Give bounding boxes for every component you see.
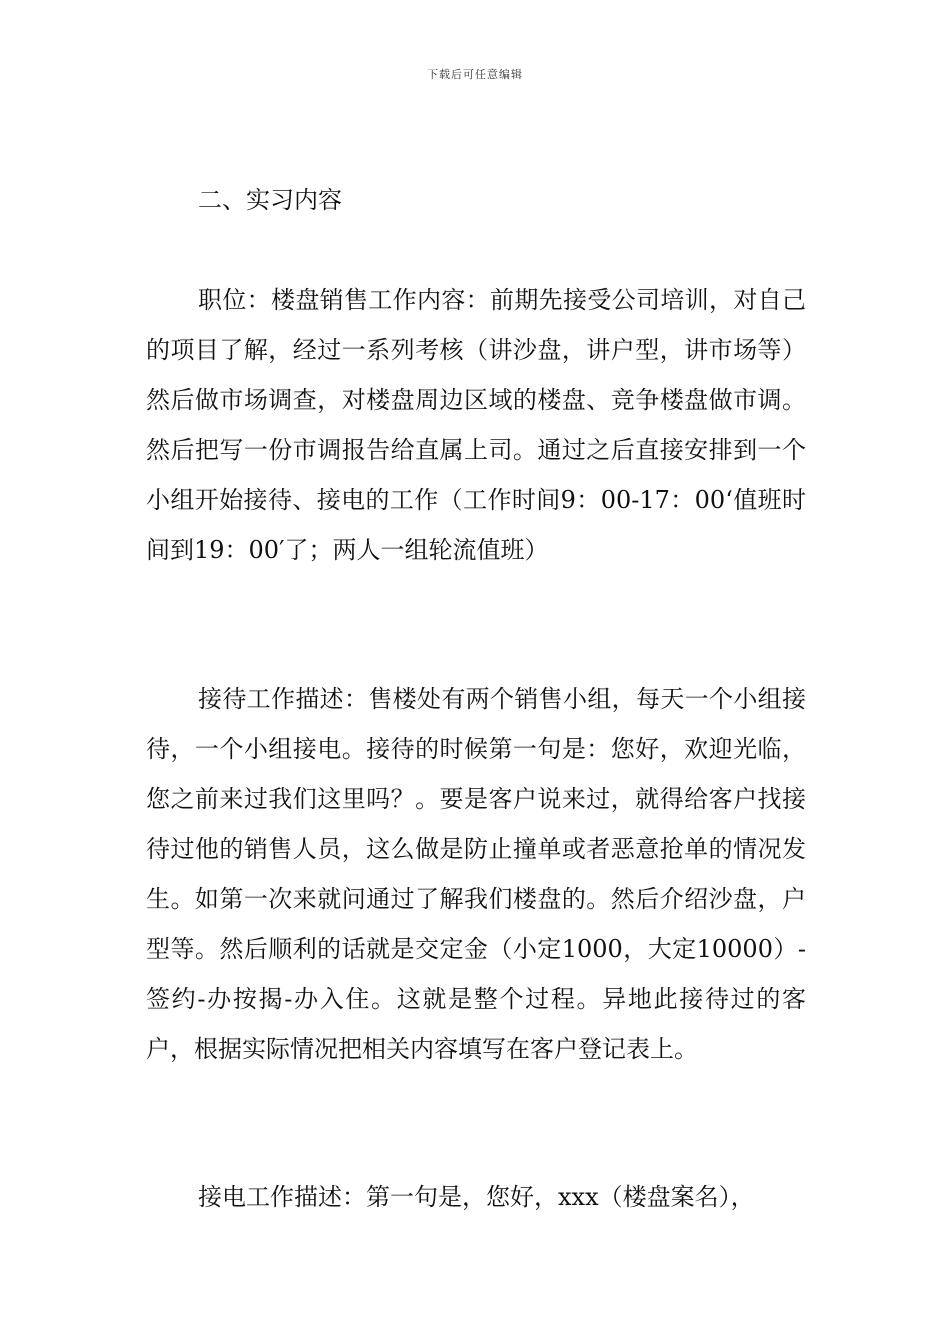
section-title: 二、实习内容 — [198, 186, 342, 214]
paragraph-position: 职位：楼盘销售工作内容：前期先接受公司培训，对自己的项目了解，经过一系列考核（讲沙盘，讲户型，讲市场等）然后做市场调查，对楼盘周边区域的楼盘、竞争楼盘做市调。然后把写一份市调报告给直属上司。通过之后直接安排到一个小组开始接待、接电的工作（工作时间9：00-17：00‘值班时间到19：00′了；两人一组轮流值班） — [146, 286, 806, 564]
header-note: 下载后可任意编辑 — [427, 68, 523, 81]
paragraph-reception: 接待工作描述：售楼处有两个销售小组，每天一个小组接待，一个小组接电。接待的时候第一句是：您好，欢迎光临，您之前来过我们这里吗？。要是客户说来过，就得给客户找接待过他的销售人员，这么做是防止撞单或者恶意抢单的情况发生。如第一次来就问通过了解我们楼盘的。然后介绍沙盘，户型等。然后顺利的话就是交定金（小定1000，大定10000）-签约-办按揭-办入住。这就是整个过程。异地此接待过的客户，根据实际情况把相关内容填写在客户登记表上。 — [146, 685, 806, 1063]
paragraph-phone: 接电工作描述：第一句是，您好，xxx（楼盘案名）， — [198, 1183, 755, 1211]
